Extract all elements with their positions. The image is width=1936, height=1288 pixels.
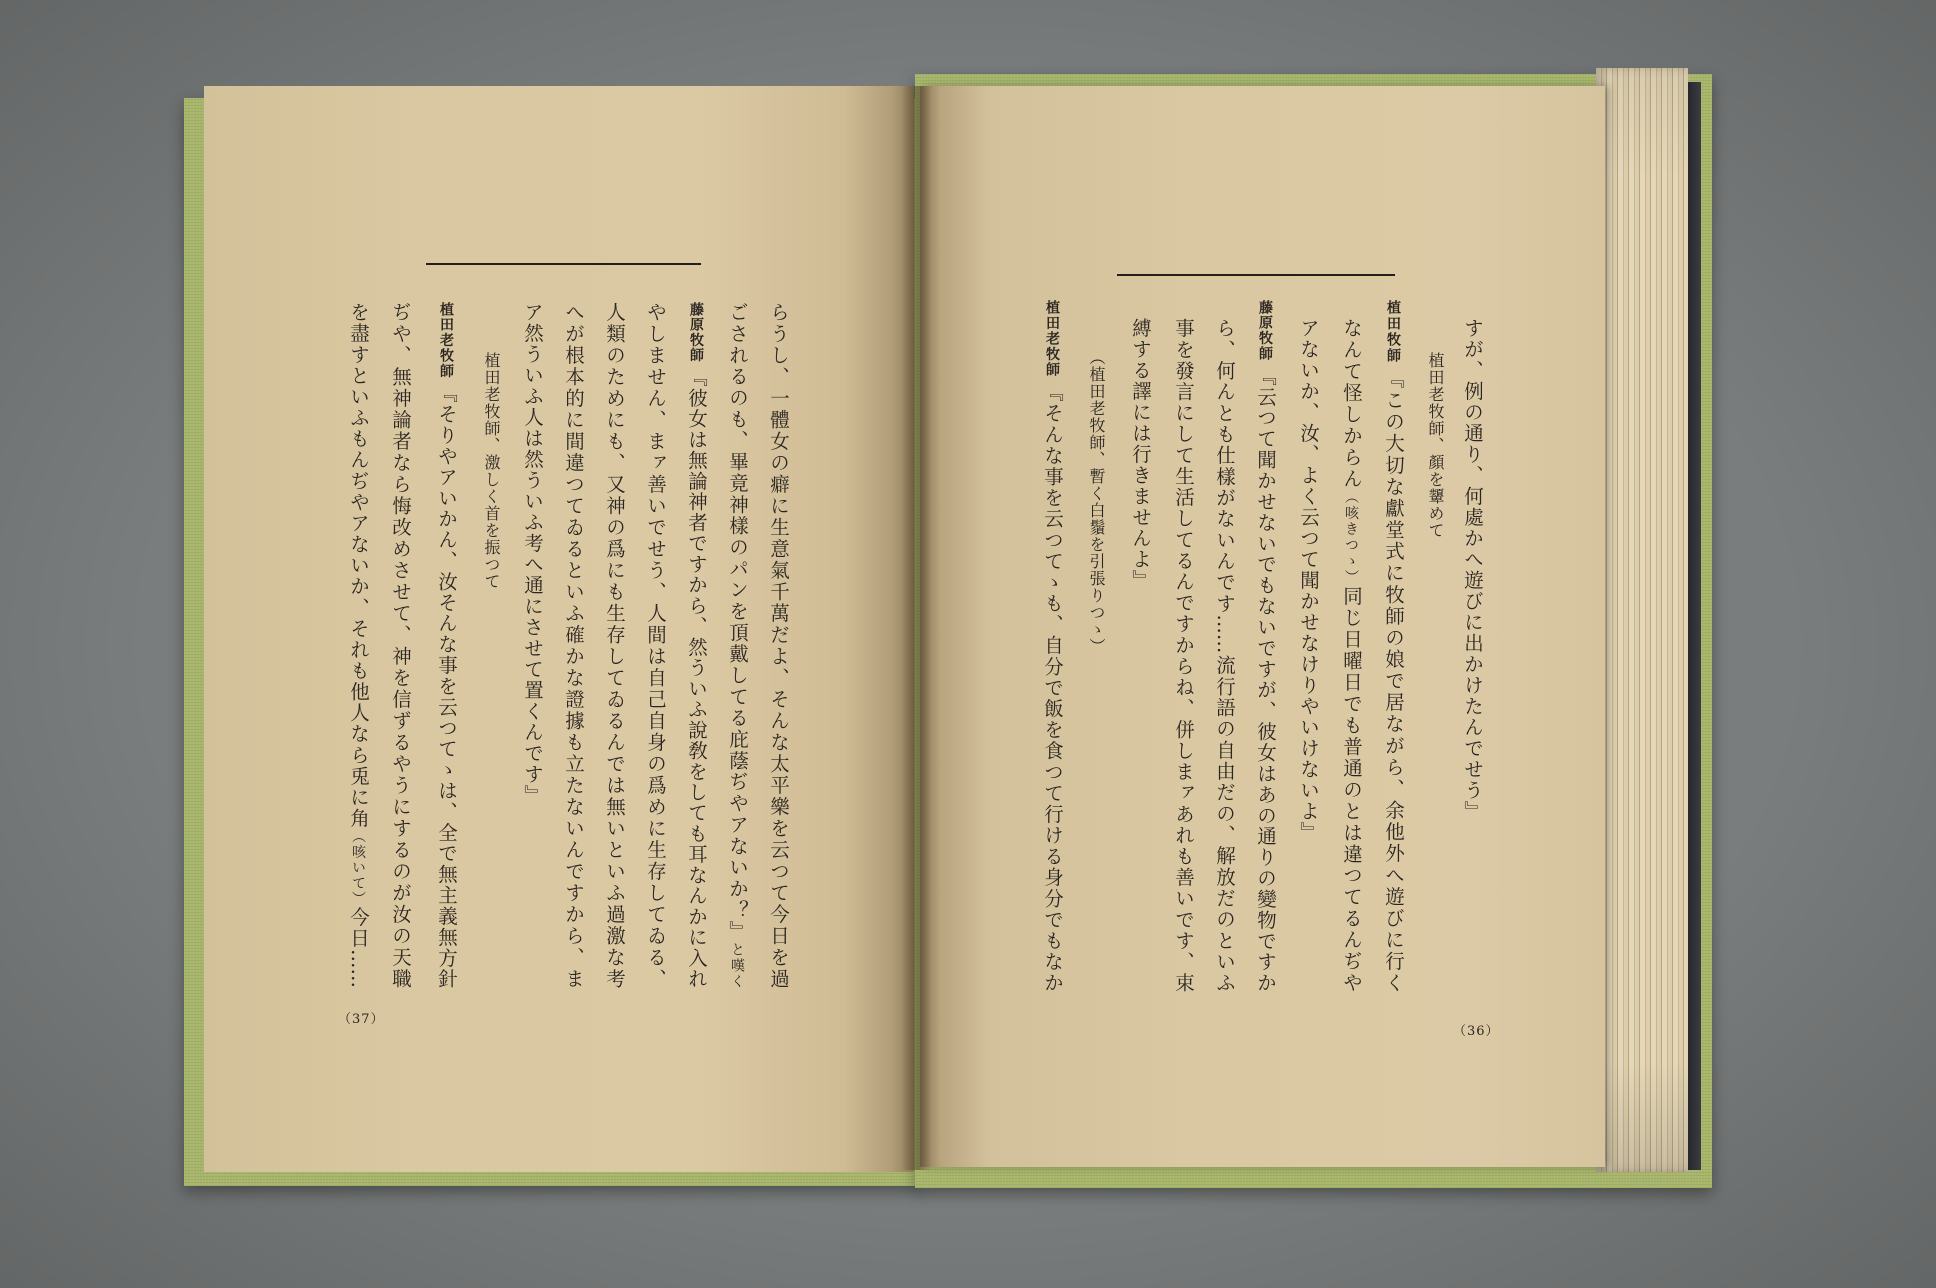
- column-text: ら、何んとも仕樣がないんです……流行語の自由だの、解放だのといふ: [1213, 318, 1236, 992]
- speaker-label: 植田老牧師: [1044, 300, 1060, 378]
- text-column: [379, 302, 422, 988]
- text-column: [1118, 300, 1162, 992]
- text-column: [1162, 300, 1204, 992]
- column-text: 今日……: [347, 906, 370, 988]
- text-column: [512, 302, 553, 988]
- text-column: [1204, 300, 1244, 992]
- direction-text: （植田老牧師、暫く白鬚を引張りつゝ）: [1087, 349, 1106, 655]
- dialogue-column: [1244, 300, 1286, 992]
- page-edges: [1596, 68, 1688, 1172]
- text-column: [337, 302, 379, 988]
- text-column: [594, 302, 635, 988]
- right-page: [920, 86, 1605, 1167]
- dialogue-column: [676, 302, 717, 988]
- column-text: 事を發言にして生活してるんですからね、併しまァあれも善いです、束: [1172, 318, 1195, 992]
- page-number: （37）: [338, 1012, 385, 1027]
- column-text: ぢや、無神論者なら悔改めさせて、神を信ずるやうにするのが汝の天職: [389, 302, 412, 988]
- section-rule: [426, 263, 701, 265]
- column-text: 『そりやアいかん、汝そんな事を云つてゝは、全で無主義無方針: [435, 383, 458, 988]
- column-text: へが根本的に間違つてゐるといふ確かな證據も立たないんですから、ま: [562, 302, 585, 988]
- left-page: [204, 86, 914, 1172]
- column-text: やしません、まァ善いでせう、人間は自己自身の爲めに生存してゐる、: [644, 302, 667, 988]
- direction-text: 植田老牧師、顏を顰めて: [1426, 352, 1445, 539]
- dialogue-column: [422, 302, 471, 988]
- direction-text: 植田老牧師、激しく首を振つて: [482, 352, 501, 590]
- dialogue-column: [1030, 300, 1074, 992]
- text-column: [758, 302, 799, 988]
- column-text: すが、例の通り、何處かへ遊びに出かけたんでせう』: [1461, 318, 1484, 822]
- section-rule: [1117, 274, 1395, 276]
- column-text: 『そんな事を云つてゝも、自分で飯を食つて行ける身分でもなか: [1041, 381, 1064, 992]
- column-text: らうし、一體女の癖に生意氣千萬だよ、そんな太平樂を云つて今日を過: [767, 302, 790, 988]
- spine-gutter: [902, 86, 932, 1170]
- column-text: 『彼女は無論神者ですから、然ういふ說敎をしても耳なんかに入れ: [685, 366, 708, 988]
- dialogue-column: [1372, 300, 1415, 992]
- speaker-label: 植田牧師: [1385, 300, 1401, 365]
- stage-direction: [471, 302, 512, 988]
- column-text: なんて怪しからん: [1340, 318, 1363, 490]
- speaker-label: 植田老牧師: [438, 302, 454, 380]
- inline-direction: と嘆く: [729, 942, 745, 988]
- text-column: [635, 302, 676, 988]
- inline-direction: （咳きつゝ）: [1343, 489, 1359, 586]
- left-text-block: [337, 302, 799, 988]
- column-text: 同じ日曜日でも普通のとは違つてるんぢや: [1340, 585, 1363, 992]
- speaker-label: 藤原牧師: [688, 302, 704, 363]
- text-column: [1286, 300, 1331, 992]
- stage-direction: [1074, 300, 1118, 992]
- column-text: 『この大切な獻堂式に牧師の娘で居ながら、余他外へ遊びに行く: [1382, 368, 1405, 992]
- right-text-block: [1030, 300, 1490, 992]
- column-text: 『云つて聞かせないでもないですが、彼女はあの通りの變物ですか: [1254, 365, 1277, 992]
- text-column: [717, 302, 758, 988]
- text-column: [1455, 300, 1490, 992]
- column-text: ごされるのも、畢竟神樣のパンを頂戴してる庇蔭ぢやアないか？』: [726, 302, 749, 943]
- text-column: [1331, 300, 1372, 992]
- inline-direction: （咳いて）: [350, 828, 366, 907]
- stage-direction: [1415, 300, 1455, 992]
- page-number: （36）: [1453, 1024, 1500, 1039]
- column-text: 人類のためにも、又神の爲にも生存してゐるんでは無いといふ過激な考: [603, 302, 626, 988]
- column-text: を盡すといふもんぢやアないか、それも他人なら兎に角: [347, 302, 370, 829]
- column-text: ア然ういふ人は然ういふ考へ通にさせて置くんです』: [521, 302, 544, 806]
- text-column: [553, 302, 594, 988]
- column-text: 縛する譯には行きませんよ』: [1129, 318, 1152, 591]
- speaker-label: 藤原牧師: [1257, 300, 1273, 362]
- column-text: アないか、汝、よく云つて聞かせなけりやいけないよ』: [1297, 318, 1320, 843]
